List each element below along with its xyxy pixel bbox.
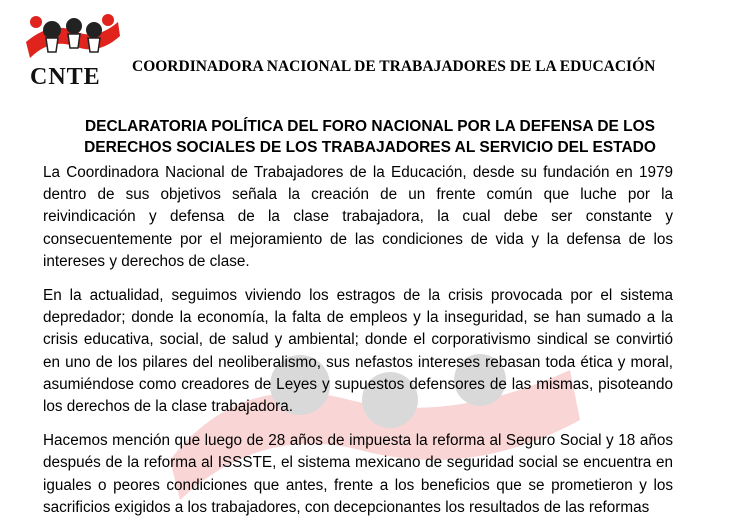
logo-emblem-icon [22, 12, 122, 68]
paragraph: Hacemos mención que luego de 28 años de impuesta la reforma al Seguro Social y 18 años después de la reforma al ISSSTE, el sistema mexicano de seguridad social se encuentra en iguales o peores condiciones que antes, frente a los beneficios que se prometieron y los sacrificios exigidos a los trabajadores, con decepcionantes los resultados de las reformas [43, 432, 673, 516]
document-body [43, 162, 673, 531]
logo-text: CNTE [30, 64, 101, 90]
cnte-logo [22, 12, 122, 92]
paragraph: En la actualidad, seguimos viviendo los estragos de la crisis provocada por el sistema depredador; donde la economía, la falta de empleos y la inseguridad, se han sumado a la crisis educativa, social, de salud y ambiental; donde el corporativismo sindical se convirtió en uno de los pilares del neoliberalismo, sus nefastos intereses rebasan toda ética y moral, asumiéndose como creadores de Leyes y supuestos defensores de las mismas, pisoteando los derechos de la clase trabajadora. [43, 287, 673, 416]
document-title: DECLARATORIA POLÍTICA DEL FORO NACIONAL POR LA DEFENSA DE LOS DERECHOS SOCIALES DE LOS TRABAJADORES AL SERVICIO DEL ESTADO [84, 118, 656, 156]
organization-name: COORDINADORA NACIONAL DE TRABAJADORES DE LA EDUCACIÓN [132, 58, 656, 75]
document-header [22, 12, 722, 92]
paragraph: La Coordinadora Nacional de Trabajadores de la Educación, desde su fundación en 1979 dentro de sus objetivos señala la creación de un frente común que luche por la reivindicación y defensa de la clase trabajadora, la cual debe ser constante y consecuentemente por el mejoramiento de las condiciones de vida y la defensa de los intereses y derechos de clase. [43, 164, 673, 270]
